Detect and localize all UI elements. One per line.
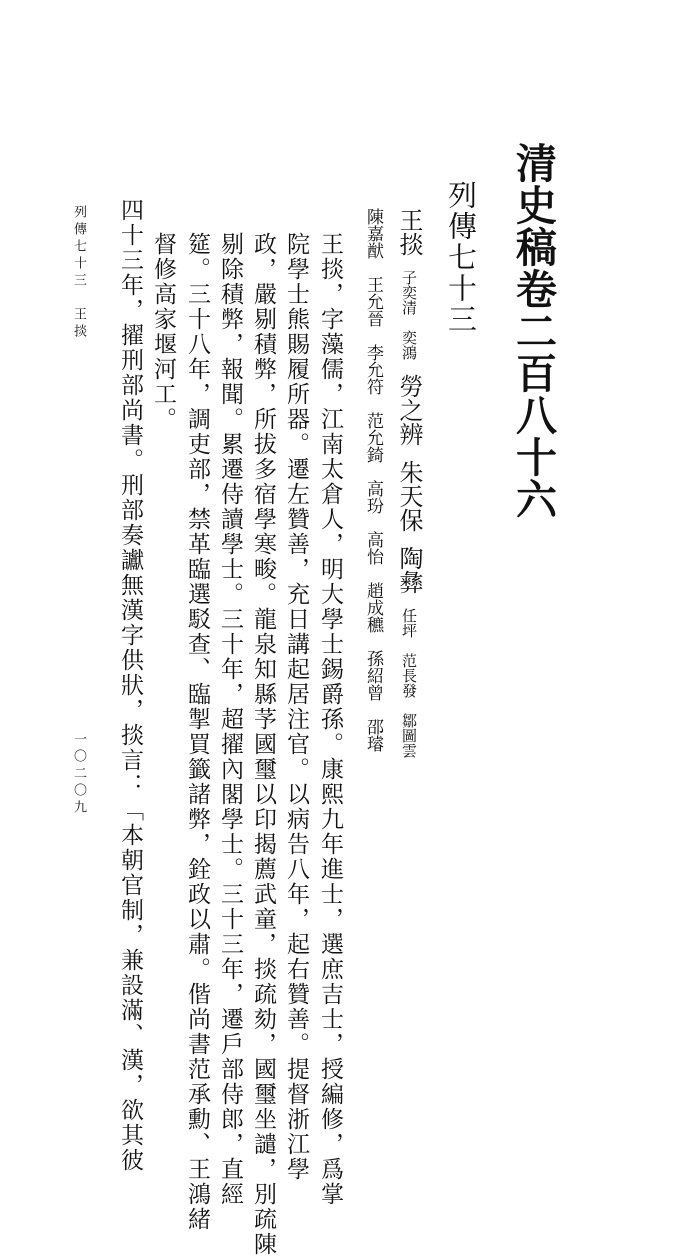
subjects-line-2: 陳嘉猷 王允晉 李允符 范允錡 高玢 高怡 趙成穮 孫紹曾 邵璿 xyxy=(363,208,383,752)
running-head: 列傳七十三 王掞 xyxy=(71,205,86,341)
body-line-2: 院學士熊賜履所器。遷左贊善，充日講起居注官。以病告八年，起右贊善。提督浙江學 xyxy=(283,232,309,1182)
subject-name-tao-yi: 陶彝 xyxy=(395,546,423,594)
subjects-line-1 xyxy=(397,208,421,758)
body-line-7: 四十三年，擢刑部尚書。刑部奏讞無漢字供狀，掞言：「本朝官制，兼設滿、漢，欲其彼 xyxy=(117,198,143,1173)
subject-note-associates: 任坪 范長發 鄒圖雲 xyxy=(400,608,418,758)
chapter-title: 列傳七十三 xyxy=(444,180,478,335)
subject-name-wang-shan: 王掞 xyxy=(395,208,423,256)
body-line-4: 剔除積弊，報聞。累遷侍讀學士。三十年，超擢內閣學士。三十三年，遷戶部侍郎，直經 xyxy=(217,232,243,1207)
subject-name-lao-zhibian: 勞之辨 xyxy=(395,374,423,446)
body-line-1: 王掞，字藻儒，江南太倉人，明大學士錫爵孫。康熙九年進士，選庶吉士，授編修，爲掌 xyxy=(317,232,343,1207)
body-line-3: 政，嚴剔積弊，所拔多宿學寒畯。龍泉知縣芧國璽以印揭薦武童，掞疏劾，國璽坐譴，別疏陳 xyxy=(250,232,276,1257)
book-title: 清史稿卷二百八十六 xyxy=(509,142,557,520)
subject-note-sons: 子奕清 奕鴻 xyxy=(400,270,418,360)
body-line-5: 筵。三十八年，調吏部，禁革臨選駁查、臨掣買籤諸弊，銓政以肅。偕尚書范承勳、王鴻緒 xyxy=(184,232,210,1232)
page-number: 一〇二〇九 xyxy=(71,732,86,817)
body-line-6: 督修高家堰河工。 xyxy=(150,232,176,432)
subject-name-zhu-tianbao: 朱天保 xyxy=(395,460,423,532)
